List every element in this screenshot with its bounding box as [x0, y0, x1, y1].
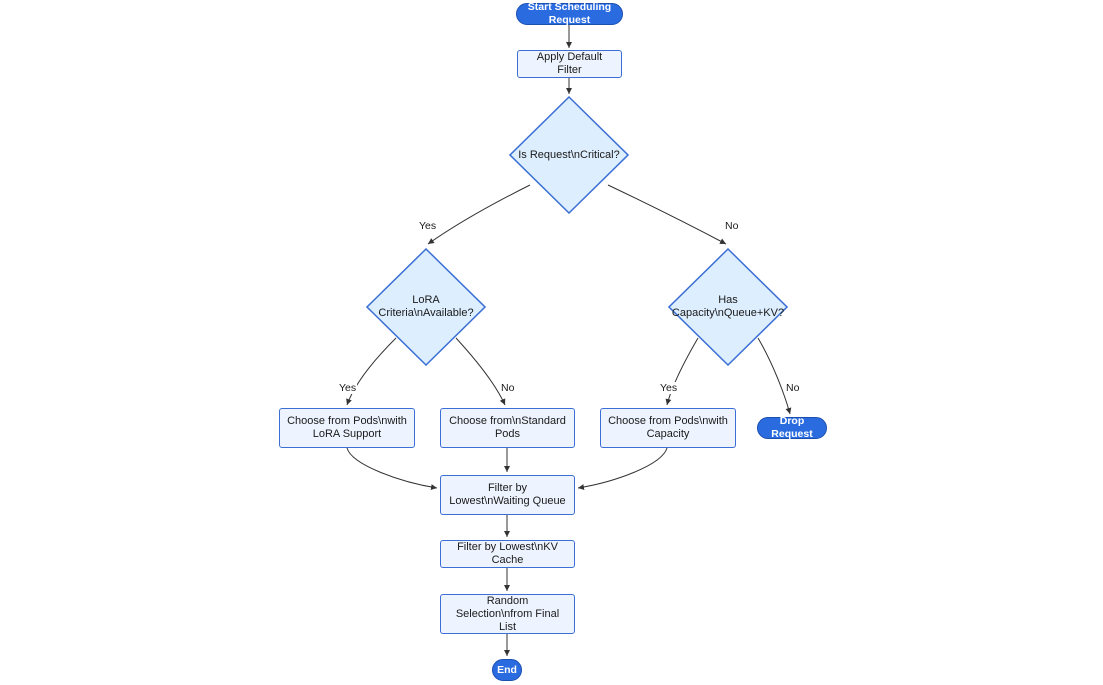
- edge-label-lora-yes: Yes: [339, 382, 357, 394]
- node-drop-request[interactable]: Drop Request: [757, 417, 827, 439]
- node-label: Is Request\nCritical?: [518, 148, 620, 161]
- node-random-selection[interactable]: Random Selection\nfrom Final List: [440, 594, 575, 634]
- edge-label-capacity-yes: Yes: [660, 382, 678, 394]
- node-label: LoRA Criteria\nAvailable?: [378, 294, 474, 319]
- node-has-capacity-queue-kv[interactable]: [668, 248, 788, 366]
- node-filter-kv-cache[interactable]: Filter by Lowest\nKV Cache: [440, 540, 575, 568]
- edge-label-capacity-no: No: [786, 382, 800, 394]
- edge-label-critical-yes: Yes: [419, 220, 437, 232]
- node-apply-default-filter[interactable]: Apply Default Filter: [517, 50, 622, 78]
- edge-lorapods-filterqueue: [347, 448, 437, 488]
- node-choose-standard-pods[interactable]: Choose from\nStandard Pods: [440, 408, 575, 448]
- node-choose-capacity-pods[interactable]: Choose from Pods\nwith Capacity: [600, 408, 736, 448]
- node-is-request-critical[interactable]: [509, 96, 629, 214]
- edge-capacitypods-filterqueue: [578, 448, 667, 488]
- node-label: Has Capacity\nQueue+KV?: [671, 294, 785, 319]
- node-lora-criteria-available[interactable]: [366, 248, 486, 366]
- node-choose-lora-pods[interactable]: Choose from Pods\nwith LoRA Support: [279, 408, 415, 448]
- node-start[interactable]: Start Scheduling Request: [516, 3, 623, 25]
- node-filter-waiting-queue[interactable]: Filter by Lowest\nWaiting Queue: [440, 475, 575, 515]
- node-end[interactable]: End: [492, 659, 522, 681]
- edge-label-critical-no: No: [725, 220, 739, 232]
- edge-label-lora-no: No: [501, 382, 515, 394]
